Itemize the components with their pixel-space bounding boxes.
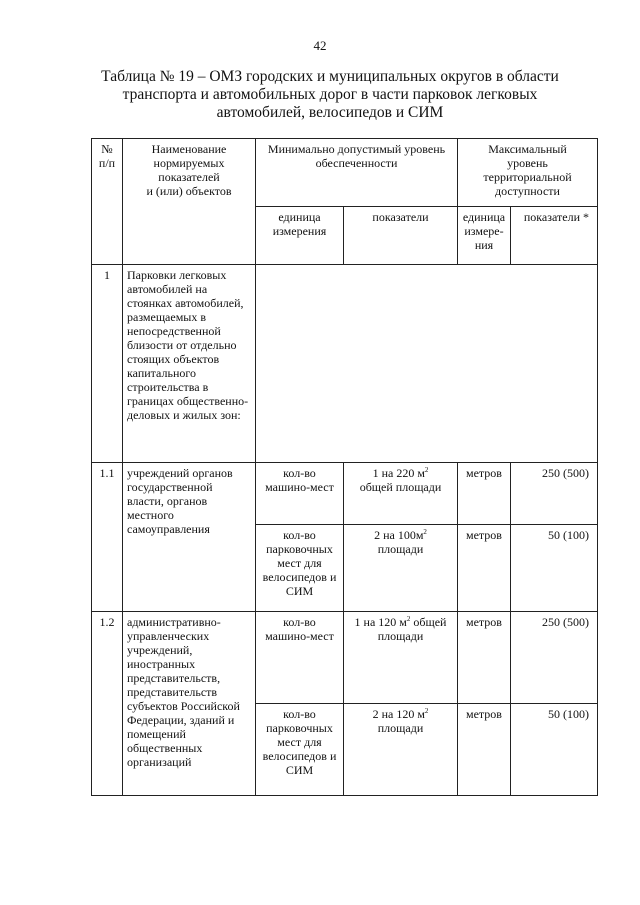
unit-cell: кол-во парковочных мест для велосипедов и СИМ [256,704,344,796]
empty-cell [256,265,598,463]
unit2-cell: метров [458,525,511,612]
row-name: административно-управленческих учреждений, иностранных представительств, представительств субъектов Российской Федерации, зданий и помещений общественных организаций [123,612,256,796]
value-cell: 1 на 120 $м^2$ общей площади [344,612,458,704]
unit2-cell: метров [458,704,511,796]
value-cell: 2 на $100м^2$ площади [344,525,458,612]
page-number: 42 [313,38,327,53]
header-unit2: единица измере- ния [458,207,511,265]
row-num: 1.2 [92,612,123,796]
header-indicators2: показатели * [511,207,598,265]
header-indicators: показатели [344,207,458,265]
parking-standards-table [91,138,598,796]
header-num: № п/п [92,139,123,265]
header-min-level: Минимально допустимый уровень обеспеченности [256,139,458,207]
value2-cell: 250 (500) [511,612,598,704]
unit2-cell: метров [458,463,511,525]
value2-cell: 250 (500) [511,463,598,525]
header-max-access: Максимальный уровень территориальной доступности [458,139,598,207]
table-title [90,68,570,122]
row-name: учреждений органов государственной власти, органов местного самоуправления [123,463,256,612]
value-cell: 2 на 120 $м^2$ площади [344,704,458,796]
value2-cell: 50 (100) [511,704,598,796]
unit-cell: кол-во машино-мест [256,612,344,704]
row-name: Парковки легковых автомобилей на стоянках автомобилей, размещаемых в непосредственной близости от отдельно стоящих объектов капитального строительства в границах общественно-деловых и жилых зон: [123,265,256,463]
header-name: Наименование нормируемых показателей и (или) объектов [123,139,256,265]
title-line: автомобилей, велосипедов и СИМ [216,104,444,121]
value2-cell: 50 (100) [511,525,598,612]
unit-cell: кол-во парковочных мест для велосипедов и СИМ [256,525,344,612]
row-num: 1.1 [92,463,123,612]
title-line: Таблица № 19 – ОМЗ городских и муниципальных округов в области [101,68,559,85]
unit-cell: кол-во машино-мест [256,463,344,525]
value-cell: 1 на 220 $м^2$ общей площади [344,463,458,525]
unit2-cell: метров [458,612,511,704]
row-num: 1 [92,265,123,463]
title-line: транспорта и автомобильных дорог в части парковок легковых [122,86,538,103]
header-unit: единица измерения [256,207,344,265]
